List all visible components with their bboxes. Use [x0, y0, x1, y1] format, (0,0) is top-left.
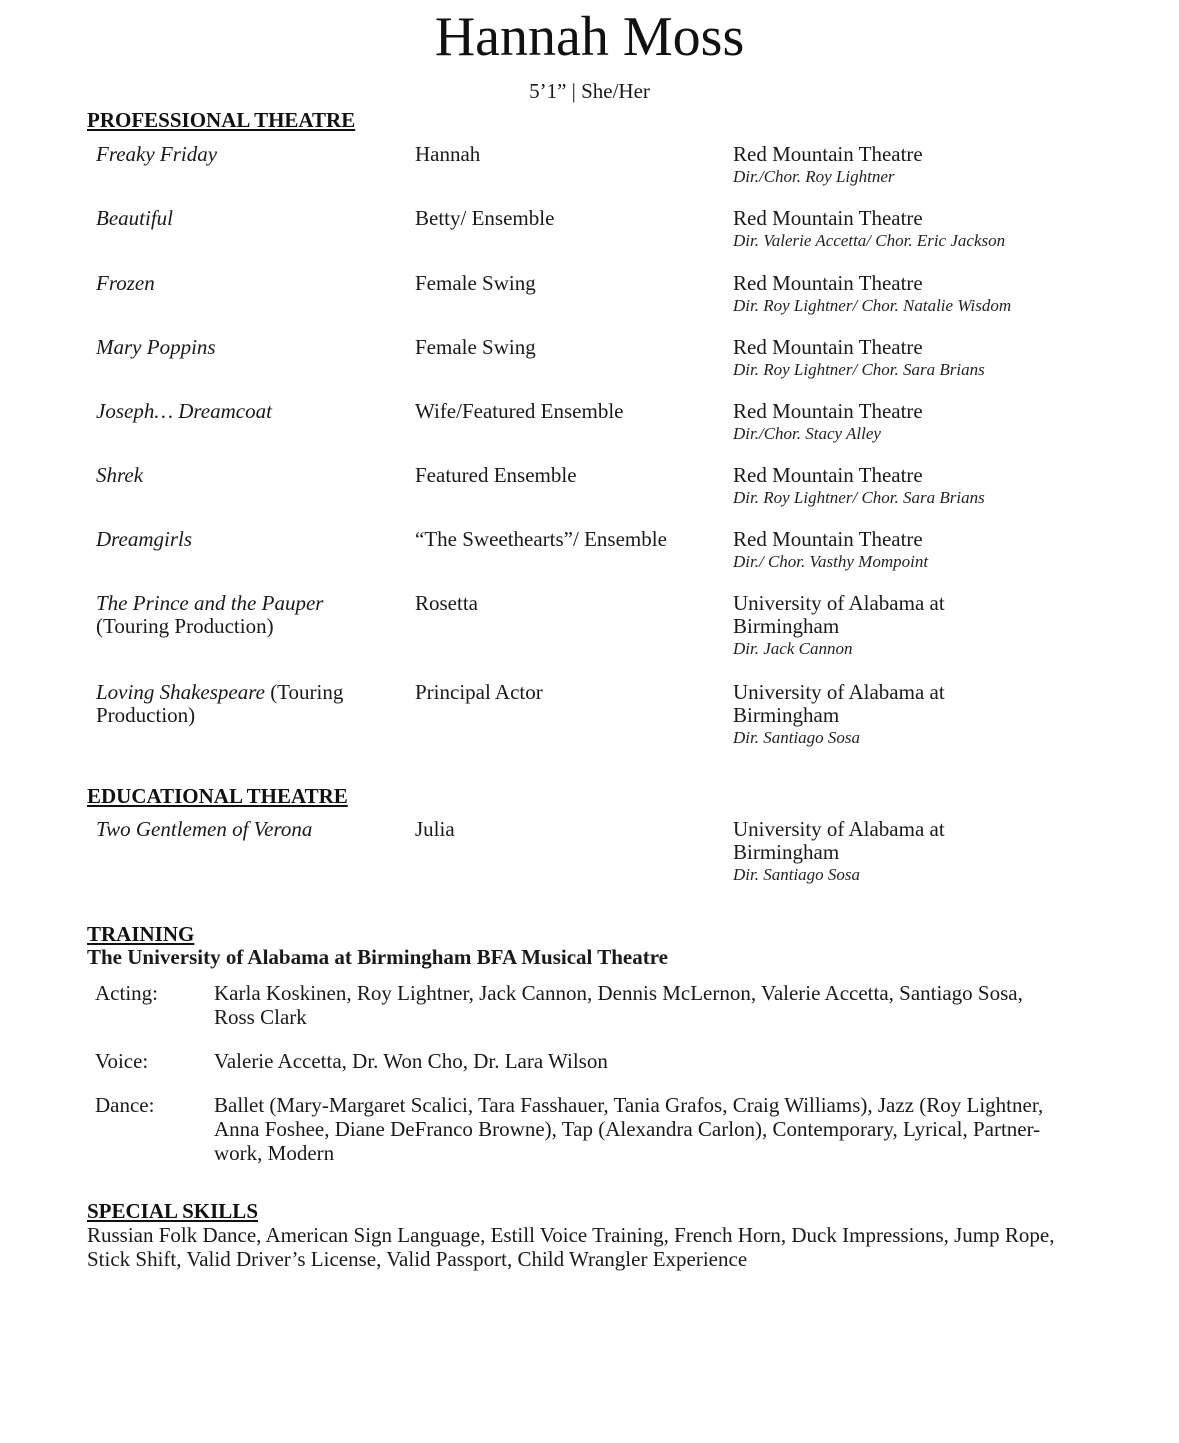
show-title: Mary Poppins: [96, 335, 216, 359]
special-skills-list: Russian Folk Dance, American Sign Language, Estill Voice Training, French Horn, Duck Impressions, Jump Rope, Stick Shift, Valid Driver’s License, Valid Passport, Child Wrangler Experience: [87, 1223, 1055, 1271]
training-label: Acting:: [95, 981, 158, 1005]
training-instructors: Valerie Accetta, Dr. Won Cho, Dr. Lara Wilson: [214, 1049, 608, 1073]
show-title: Dreamgirls: [96, 527, 193, 551]
show-title: Loving Shakespeare (Touring Production): [96, 680, 344, 727]
venue: Red Mountain Theatre Dir./Chor. Roy Lightner: [733, 143, 1023, 187]
training-instructors: Karla Koskinen, Roy Lightner, Jack Cannon, Dennis McLernon, Valerie Accetta, Santiago Sosa, Ross Clark: [214, 981, 1023, 1029]
height-pronouns: 5’1” | She/Her: [529, 79, 650, 103]
show-title: Two Gentlemen of Verona: [96, 817, 313, 841]
show-title: Frozen: [96, 271, 155, 295]
show-title: Beautiful: [96, 206, 173, 230]
director: Dir. Roy Lightner/ Chor. Sara Brians: [733, 360, 985, 379]
section-heading-training: TRAINING: [87, 922, 195, 946]
show-title: Joseph… Dreamcoat: [96, 399, 272, 423]
director: Dir./Chor. Roy Lightner: [733, 167, 895, 186]
section-heading-professional: PROFESSIONAL THEATRE: [87, 108, 356, 132]
training-program: The University of Alabama at Birmingham BFA Musical Theatre: [87, 945, 668, 969]
credit-row: [96, 681, 1096, 771]
role: Hannah: [415, 142, 481, 166]
venue: University of Alabama at Birmingham Dir. Jack Cannon: [733, 592, 1023, 659]
role: Featured Ensemble: [415, 463, 577, 487]
director: Dir. Valerie Accetta/ Chor. Eric Jackson: [733, 231, 1006, 250]
director: Dir. Roy Lightner/ Chor. Natalie Wisdom: [733, 296, 1012, 315]
credit-row: [96, 592, 1096, 682]
venue: Red Mountain Theatre Dir. Roy Lightner/ Chor. Sara Brians: [733, 464, 1023, 508]
role: Julia: [415, 817, 455, 841]
show-title: Shrek: [96, 463, 144, 487]
director: Dir. Jack Cannon: [733, 639, 853, 658]
role: Female Swing: [415, 335, 536, 359]
resume-name: Hannah Moss: [434, 6, 745, 68]
director: Dir. Roy Lightner/ Chor. Sara Brians: [733, 488, 985, 507]
venue: Red Mountain Theatre Dir. Roy Lightner/ Chor. Sara Brians: [733, 336, 1023, 380]
training-instructors: Ballet (Mary-Margaret Scalici, Tara Fasshauer, Tania Grafos, Craig Williams), Jazz (Roy Lightner, Anna Foshee, Diane DeFranco Browne), Tap (Alexandra Carlon), Contemporary, Lyrical, Partner-work, Modern: [214, 1093, 1044, 1165]
venue: University of Alabama at Birmingham Dir. Santiago Sosa: [733, 681, 1023, 748]
section-heading-skills: SPECIAL SKILLS: [87, 1199, 258, 1223]
credit-row: [96, 818, 1096, 908]
role: Rosetta: [415, 591, 478, 615]
role: Betty/ Ensemble: [415, 206, 555, 230]
venue: Red Mountain Theatre Dir./ Chor. Vasthy Mompoint: [733, 528, 1023, 572]
director: Dir./ Chor. Vasthy Mompoint: [733, 552, 929, 571]
training-label: Voice:: [95, 1049, 149, 1073]
section-heading-educational: EDUCATIONAL THEATRE: [87, 784, 348, 808]
role: Principal Actor: [415, 680, 543, 704]
venue: Red Mountain Theatre Dir. Roy Lightner/ Chor. Natalie Wisdom: [733, 272, 1023, 316]
role: Female Swing: [415, 271, 536, 295]
role: “The Sweethearts”/ Ensemble: [415, 527, 667, 551]
role: Wife/Featured Ensemble: [415, 399, 624, 423]
director: Dir./Chor. Stacy Alley: [733, 424, 881, 443]
show-title: The Prince and the Pauper (Touring Production): [96, 591, 324, 638]
venue: Red Mountain Theatre Dir./Chor. Stacy Alley: [733, 400, 1023, 444]
director: Dir. Santiago Sosa: [733, 865, 861, 884]
venue: Red Mountain Theatre Dir. Valerie Accetta/ Chor. Eric Jackson: [733, 207, 1023, 251]
training-label: Dance:: [95, 1093, 155, 1117]
venue: University of Alabama at Birmingham Dir. Santiago Sosa: [733, 818, 1023, 885]
show-title: Freaky Friday: [96, 142, 218, 166]
director: Dir. Santiago Sosa: [733, 728, 861, 747]
